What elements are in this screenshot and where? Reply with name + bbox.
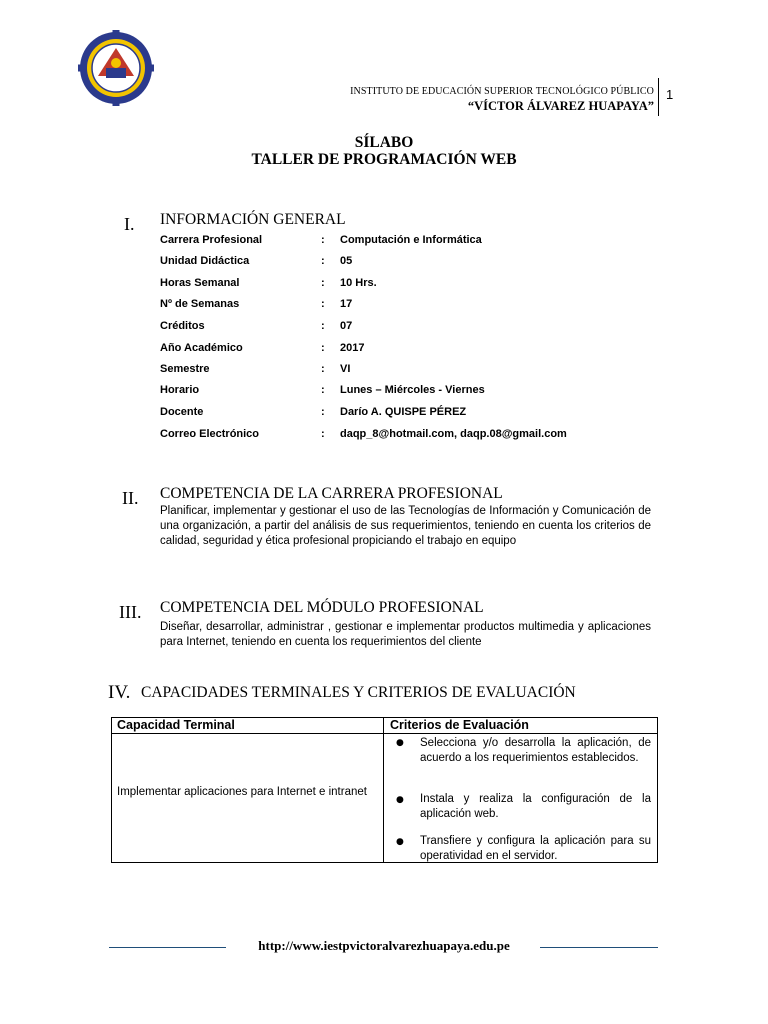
info-label: Créditos xyxy=(160,320,205,332)
table-header-criteria: Criterios de Evaluación xyxy=(390,718,529,732)
info-value: 2017 xyxy=(340,342,365,354)
bullet-icon: ● xyxy=(396,795,404,805)
section-3-numeral: III. xyxy=(119,602,142,622)
document-title: SÍLABO xyxy=(354,134,414,151)
info-label: Unidad Didáctica xyxy=(160,255,250,267)
info-label: Carrera Profesional xyxy=(160,234,263,246)
footer-url: http://www.iestpvictoralvarezhuapaya.edu.pe xyxy=(258,938,510,953)
section-1-numeral: I. xyxy=(124,214,135,234)
info-value: 07 xyxy=(340,320,353,332)
info-label: Año Académico xyxy=(160,342,243,354)
bullet-icon: ● xyxy=(396,837,404,847)
info-value: VI xyxy=(340,363,351,375)
info-value: 17 xyxy=(340,298,353,310)
document-subtitle: TALLER DE PROGRAMACIÓN WEB xyxy=(251,151,517,168)
info-value: daqp_8@hotmail.com, daqp.08@gmail.com xyxy=(340,428,567,440)
info-value: 05 xyxy=(340,255,353,267)
table-cell-capacity: Implementar aplicaciones para Internet e intranet xyxy=(117,786,367,798)
info-label: Horario xyxy=(160,384,200,396)
info-label: Docente xyxy=(160,406,204,418)
section-2-numeral: II. xyxy=(122,488,139,508)
section-4-numeral: IV. xyxy=(108,682,131,703)
table-header-divider xyxy=(111,733,658,734)
section-2-text: Planificar, implementar y gestionar el uso de las Tecnologías de Información y Comunicación de una organización, a partir del análisis de sus requerimientos, teniendo en cuenta los criterios de calidad, seguridad y ética profesional propiciando el trabajo en equipo xyxy=(160,505,651,547)
info-value: Lunes – Miércoles - Viernes xyxy=(340,384,485,396)
section-2-heading: COMPETENCIA DE LA CARRERA PROFESIONAL xyxy=(160,485,503,502)
institute-logo xyxy=(78,30,154,106)
institute-name: INSTITUTO DE EDUCACIÓN SUPERIOR TECNOLÓGICO PÚBLICO xyxy=(350,86,654,97)
section-1-heading: INFORMACIÓN GENERAL xyxy=(160,211,346,228)
section-4-heading: CAPACIDADES TERMINALES Y CRITERIOS DE EVALUACIÓN xyxy=(141,684,576,701)
info-label: Semestre xyxy=(160,363,210,375)
info-value: Darío A. QUISPE PÉREZ xyxy=(340,406,467,418)
info-label: Correo Electrónico xyxy=(160,428,260,440)
info-label: Nº de Semanas xyxy=(160,298,240,310)
section-3-text: Diseñar, desarrollar, administrar , gestionar e implementar productos multimedia y aplicaciones para Internet, teniendo en cuenta los requerimientos del cliente xyxy=(160,621,651,648)
institute-subname: “VÍCTOR ÁLVAREZ HUAPAYA” xyxy=(467,99,654,113)
table-column-divider xyxy=(383,717,384,863)
info-label: Horas Semanal xyxy=(160,277,240,289)
criteria-item: Instala y realiza la configuración de la aplicación web. xyxy=(420,793,651,820)
criteria-item: Transfiere y configura la aplicación para su operatividad en el servidor. xyxy=(420,835,651,862)
criteria-item: Selecciona y/o desarrolla la aplicación, de acuerdo a los requerimientos establecidos. xyxy=(420,737,651,764)
info-value: 10 Hrs. xyxy=(340,277,377,289)
info-value: Computación e Informática xyxy=(340,234,482,246)
header-separator xyxy=(658,78,659,116)
table-header-capacity: Capacidad Terminal xyxy=(117,718,235,732)
page-number: 1 xyxy=(666,87,674,102)
bullet-icon: ● xyxy=(396,738,404,748)
section-3-heading: COMPETENCIA DEL MÓDULO PROFESIONAL xyxy=(160,599,484,616)
